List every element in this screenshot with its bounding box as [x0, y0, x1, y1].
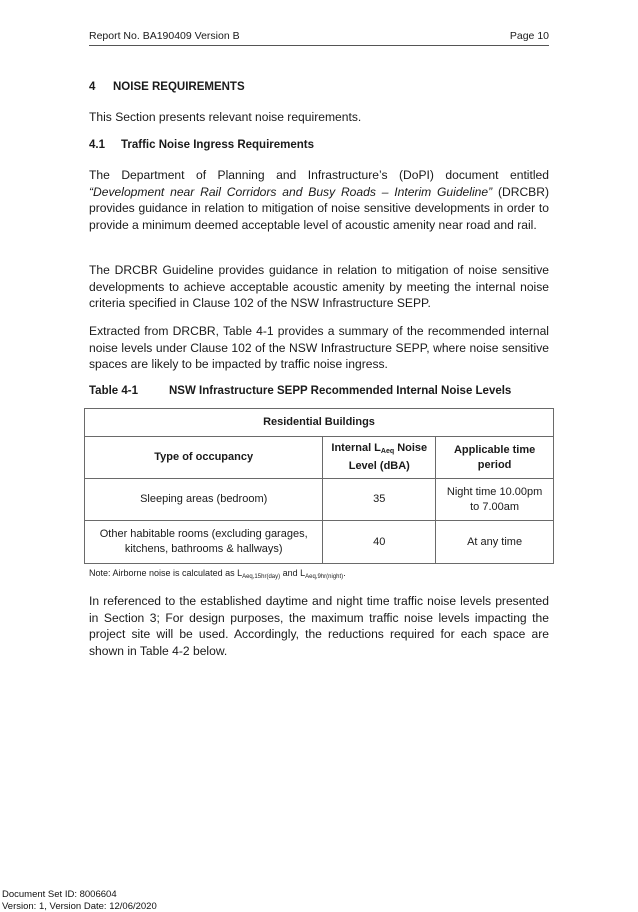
- paragraph-extracted: Extracted from DRCBR, Table 4-1 provides a summary of the recommended internal noise levels under Clause 102 of the NSW Infrastructure SEPP, where noise sensitive spaces are likely to be impacted by traffic noise ingress.: [89, 324, 549, 371]
- paragraph-drcbr: The DRCBR Guideline provides guidance in relation to mitigation of noise sensitive developments to achieve acceptable acoustic amenity by meeting the internal noise criteria specified in Clause 102 of the NSW Infrastructure SEPP.: [89, 263, 549, 310]
- page-number: Page 10: [509, 30, 549, 42]
- cell-period: Night time 10.00pm to 7.00am: [436, 479, 554, 521]
- cell-occupancy: Other habitable rooms (excluding garages, kitchens, bathrooms & hallways): [85, 521, 323, 564]
- cell-level: 35: [323, 479, 436, 521]
- subsection-number: 4.1: [89, 139, 105, 151]
- report-number: Report No. BA190409 Version B: [89, 30, 240, 42]
- table-caption: [89, 385, 511, 397]
- subsection-heading: [89, 139, 314, 151]
- paragraph-dopi-text-2: (DRCBR) provides guidance in relation to mitigation of noise sensitive developments in order to provide a minimum deemed acceptable level of acoustic amenity near road and rail.: [89, 184, 550, 232]
- footer-doc-set: Document Set ID: 8006604: [2, 889, 117, 900]
- table-number: Table 4-1: [89, 385, 138, 397]
- noise-levels-table: [84, 408, 554, 564]
- cell-period: At any time: [436, 521, 554, 564]
- subsection-title: Traffic Noise Ingress Requirements: [121, 139, 315, 151]
- section-number: 4: [89, 81, 96, 93]
- paragraph-dopi: [89, 167, 549, 233]
- table-note: Note: Airborne noise is calculated as $L_{Aeq,15hr(day)}$ and $L_{Aeq,9hr(night)}$.: [89, 568, 346, 580]
- footer-version: Version: 1, Version Date: 12/06/2020: [2, 901, 157, 912]
- guideline-title: “Development near Rail Corridors and Busy Roads – Interim Guideline”: [89, 184, 493, 199]
- paragraph-dopi-text-1: The Department of Planning and Infrastructure’s (DoPI) document entitled: [89, 168, 549, 182]
- cell-occupancy: Sleeping areas (bedroom): [85, 479, 323, 521]
- table-title: NSW Infrastructure SEPP Recommended Internal Noise Levels: [169, 385, 512, 397]
- section-heading: [89, 81, 245, 93]
- table-group-header: Residential Buildings: [85, 409, 554, 437]
- col-occupancy-header: Type of occupancy: [85, 437, 323, 479]
- table-row: [85, 479, 554, 521]
- col-level-header: Internal $L_{Aeq}$ Noise Level (dBA): [323, 437, 436, 479]
- cell-level: 40: [323, 521, 436, 564]
- page-header: [89, 29, 549, 46]
- paragraph-design: In referenced to the established daytime and night time traffic noise levels presented in Section 3; For design purposes, the maximum traffic noise levels impacting the project site will be used. Accordingly, the reductions required for each space are shown in Table 4-2 below.: [89, 594, 549, 658]
- col-period-header: Applicable time period: [436, 437, 554, 479]
- section-title: NOISE REQUIREMENTS: [113, 81, 245, 93]
- table-row: [85, 521, 554, 564]
- section-intro: This Section presents relevant noise requirements.: [89, 110, 362, 124]
